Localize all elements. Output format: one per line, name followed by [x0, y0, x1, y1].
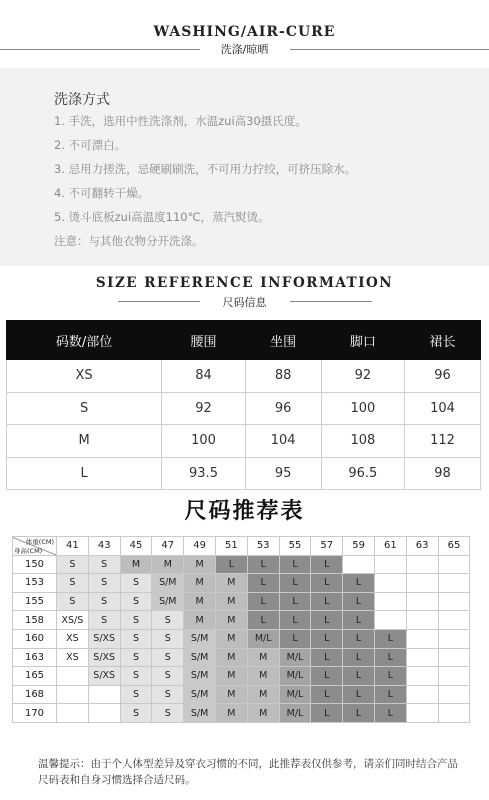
size-table-header — [7, 321, 481, 360]
size-cell: L — [247, 611, 279, 630]
weight-header: 53 — [247, 537, 279, 556]
size-cell — [438, 574, 470, 593]
table-cell: M — [7, 425, 162, 458]
size-cell: XS/S — [57, 611, 89, 630]
size-cell — [438, 611, 470, 630]
weight-header: 57 — [311, 537, 343, 556]
size-cell: M — [215, 629, 247, 648]
size-cell: M — [215, 574, 247, 593]
size-cell: S/M — [184, 685, 216, 704]
table-cell: 98 — [405, 457, 481, 490]
grid-row — [13, 685, 470, 704]
size-cell — [374, 592, 406, 611]
size-cell: S — [120, 648, 152, 667]
grid-corner — [13, 537, 57, 556]
size-cell: S — [152, 685, 184, 704]
size-cell — [374, 611, 406, 630]
size-title-en: SIZE REFERENCE INFORMATION — [95, 275, 394, 291]
grid-row — [13, 629, 470, 648]
table-cell: 100 — [321, 392, 405, 425]
table-cell: 93.5 — [162, 457, 246, 490]
weight-header: 55 — [279, 537, 311, 556]
size-cell — [57, 685, 89, 704]
size-cell: L — [343, 629, 375, 648]
table-cell: 112 — [405, 425, 481, 458]
size-cell: S — [120, 704, 152, 723]
size-cell: S — [120, 611, 152, 630]
size-cell: S — [120, 629, 152, 648]
grid-row — [13, 704, 470, 723]
size-cell: S — [120, 574, 152, 593]
corner-height-label: 身高(CM) — [14, 546, 43, 555]
washing-title-en: WASHING/AIR-CURE — [153, 24, 336, 40]
size-cell — [88, 704, 120, 723]
size-cell — [406, 704, 438, 723]
size-cell: L — [215, 555, 247, 574]
weight-header: 49 — [184, 537, 216, 556]
size-cell: XS — [57, 648, 89, 667]
table-cell: 92 — [162, 392, 246, 425]
size-cell: L — [311, 667, 343, 686]
divider-right — [290, 301, 372, 302]
size-cell: L — [247, 555, 279, 574]
size-cell: L — [311, 611, 343, 630]
recommend-title: 尺码推荐表 — [184, 499, 305, 524]
size-cell: S — [57, 592, 89, 611]
grid-row — [13, 555, 470, 574]
washing-line: 5. 烫斗底板zui高温度110℃，蒸汽熨烫。 — [54, 210, 270, 224]
size-cell: L — [343, 592, 375, 611]
weight-header: 41 — [57, 537, 89, 556]
height-header: 153 — [13, 574, 57, 593]
size-cell — [406, 592, 438, 611]
size-cell: M/L — [247, 629, 279, 648]
size-title-cn: 尺码信息 — [222, 296, 267, 309]
size-cell: M/L — [279, 648, 311, 667]
size-cell: L — [311, 592, 343, 611]
size-cell: L — [311, 555, 343, 574]
table-row — [7, 392, 481, 425]
size-cell: L — [311, 704, 343, 723]
size-cell: S — [88, 592, 120, 611]
size-cell: L — [279, 574, 311, 593]
size-cell — [438, 667, 470, 686]
height-header: 150 — [13, 555, 57, 574]
grid-row — [13, 648, 470, 667]
washing-line: 4. 不可翻转干燥。 — [54, 186, 150, 200]
size-cell — [343, 555, 375, 574]
size-table — [6, 320, 481, 490]
size-cell: M — [152, 555, 184, 574]
table-cell: 104 — [245, 425, 321, 458]
size-cell: L — [311, 574, 343, 593]
size-cell: L — [343, 611, 375, 630]
size-cell — [438, 592, 470, 611]
size-cell: S — [152, 704, 184, 723]
size-cell: L — [247, 574, 279, 593]
size-cell: S — [88, 611, 120, 630]
recommend-grid — [12, 536, 470, 723]
table-cell: 92 — [321, 360, 405, 393]
size-cell: M — [215, 704, 247, 723]
height-header: 155 — [13, 592, 57, 611]
header-cell: 码数/部位 — [7, 321, 162, 360]
size-cell: L — [279, 555, 311, 574]
size-cell: M — [247, 704, 279, 723]
table-row — [7, 457, 481, 490]
size-cell — [406, 611, 438, 630]
divider-right — [290, 49, 489, 50]
size-cell: S — [152, 667, 184, 686]
size-cell — [438, 555, 470, 574]
table-cell: 96 — [405, 360, 481, 393]
size-cell — [374, 555, 406, 574]
size-cell: L — [247, 592, 279, 611]
height-header: 168 — [13, 685, 57, 704]
corner-weight-label: 体重(CM) — [25, 538, 54, 546]
size-cell: L — [343, 685, 375, 704]
header-cell: 脚口 — [321, 321, 405, 360]
weight-header: 43 — [88, 537, 120, 556]
size-cell: S — [88, 574, 120, 593]
washing-title-cn: 洗涤/晾晒 — [220, 43, 269, 56]
weight-header: 61 — [374, 537, 406, 556]
weight-header: 63 — [406, 537, 438, 556]
size-cell: S/M — [184, 629, 216, 648]
size-cell — [57, 667, 89, 686]
size-cell — [88, 685, 120, 704]
size-cell — [406, 574, 438, 593]
size-cell: S — [120, 592, 152, 611]
size-cell: S — [57, 555, 89, 574]
size-cell: M — [215, 667, 247, 686]
table-cell: XS — [7, 360, 162, 393]
size-cell: S — [152, 648, 184, 667]
size-cell: M/L — [279, 704, 311, 723]
size-cell: S — [57, 574, 89, 593]
size-cell — [57, 704, 89, 723]
size-cell: L — [343, 704, 375, 723]
washing-heading: 洗涤方式 — [54, 92, 110, 108]
size-cell: M — [215, 685, 247, 704]
size-cell: M — [184, 555, 216, 574]
size-cell: M/L — [279, 685, 311, 704]
height-header: 160 — [13, 629, 57, 648]
size-cell: S — [152, 611, 184, 630]
size-cell: L — [343, 648, 375, 667]
height-header: 163 — [13, 648, 57, 667]
size-cell: M — [215, 611, 247, 630]
grid-row — [13, 592, 470, 611]
table-cell: S — [7, 392, 162, 425]
washing-line: 3. 忌用力搓洗，忌硬刷刷洗，不可用力拧绞，可挤压除水。 — [54, 162, 357, 176]
size-cell: L — [311, 685, 343, 704]
size-cell — [406, 685, 438, 704]
size-cell — [438, 648, 470, 667]
grid-row — [13, 667, 470, 686]
tip-note: 温馨提示：由于个人体型差异及穿衣习惯的不同，此推荐表仅供参考，请亲们同时结合产品尺码表和自身习惯选择合适尺码。 — [38, 758, 458, 786]
size-cell: L — [374, 648, 406, 667]
size-cell: M — [120, 555, 152, 574]
table-cell: 84 — [162, 360, 246, 393]
washing-note: 注意：与其他衣物分开洗涤。 — [54, 234, 204, 248]
size-cell: S — [88, 555, 120, 574]
table-cell: 104 — [405, 392, 481, 425]
weight-header: 51 — [215, 537, 247, 556]
table-row — [7, 425, 481, 458]
size-cell — [438, 704, 470, 723]
size-cell: M/L — [279, 667, 311, 686]
size-cell — [438, 629, 470, 648]
size-cell: S/M — [184, 704, 216, 723]
header-cell: 坐围 — [245, 321, 321, 360]
size-cell — [406, 648, 438, 667]
size-cell — [406, 667, 438, 686]
size-cell: L — [374, 685, 406, 704]
size-cell: L — [311, 629, 343, 648]
size-cell — [406, 555, 438, 574]
weight-header: 65 — [438, 537, 470, 556]
size-cell: M — [184, 611, 216, 630]
size-cell: L — [279, 611, 311, 630]
size-cell: M — [215, 592, 247, 611]
size-cell: S/XS — [88, 667, 120, 686]
height-header: 165 — [13, 667, 57, 686]
size-cell: M — [215, 648, 247, 667]
header-cell: 裙长 — [405, 321, 481, 360]
table-cell: 96.5 — [321, 457, 405, 490]
grid-row — [13, 574, 470, 593]
size-cell: M — [184, 592, 216, 611]
size-cell — [374, 574, 406, 593]
size-cell: XS — [57, 629, 89, 648]
size-cell: M — [247, 667, 279, 686]
size-cell: S/XS — [88, 629, 120, 648]
size-cell: L — [374, 667, 406, 686]
size-cell: S — [120, 667, 152, 686]
weight-header: 59 — [343, 537, 375, 556]
size-cell: L — [343, 667, 375, 686]
washing-line: 1. 手洗，选用中性洗涤剂，水温zui高30摄氏度。 — [54, 114, 307, 128]
grid-header-row — [13, 537, 470, 556]
table-cell: 95 — [245, 457, 321, 490]
size-cell: L — [279, 592, 311, 611]
size-cell: L — [374, 629, 406, 648]
table-cell: 100 — [162, 425, 246, 458]
header-cell: 腰围 — [162, 321, 246, 360]
table-cell: L — [7, 457, 162, 490]
weight-header: 45 — [120, 537, 152, 556]
height-header: 170 — [13, 704, 57, 723]
size-cell: M — [184, 574, 216, 593]
size-cell: M — [247, 685, 279, 704]
height-header: 158 — [13, 611, 57, 630]
table-row — [7, 360, 481, 393]
table-cell: 108 — [321, 425, 405, 458]
table-cell: 96 — [245, 392, 321, 425]
table-cell: 88 — [245, 360, 321, 393]
size-cell — [406, 629, 438, 648]
size-cell: S/XS — [88, 648, 120, 667]
washing-line: 2. 不可漂白。 — [54, 138, 127, 152]
size-cell: S/M — [152, 592, 184, 611]
size-cell: S/M — [184, 648, 216, 667]
weight-header: 47 — [152, 537, 184, 556]
size-cell: S — [152, 629, 184, 648]
size-cell: S/M — [152, 574, 184, 593]
size-cell — [438, 685, 470, 704]
grid-row — [13, 611, 470, 630]
size-cell: L — [279, 629, 311, 648]
size-cell: L — [311, 648, 343, 667]
size-cell: L — [374, 704, 406, 723]
size-cell: L — [343, 574, 375, 593]
size-cell: S — [120, 685, 152, 704]
size-cell: S/M — [184, 667, 216, 686]
size-cell: M — [247, 648, 279, 667]
